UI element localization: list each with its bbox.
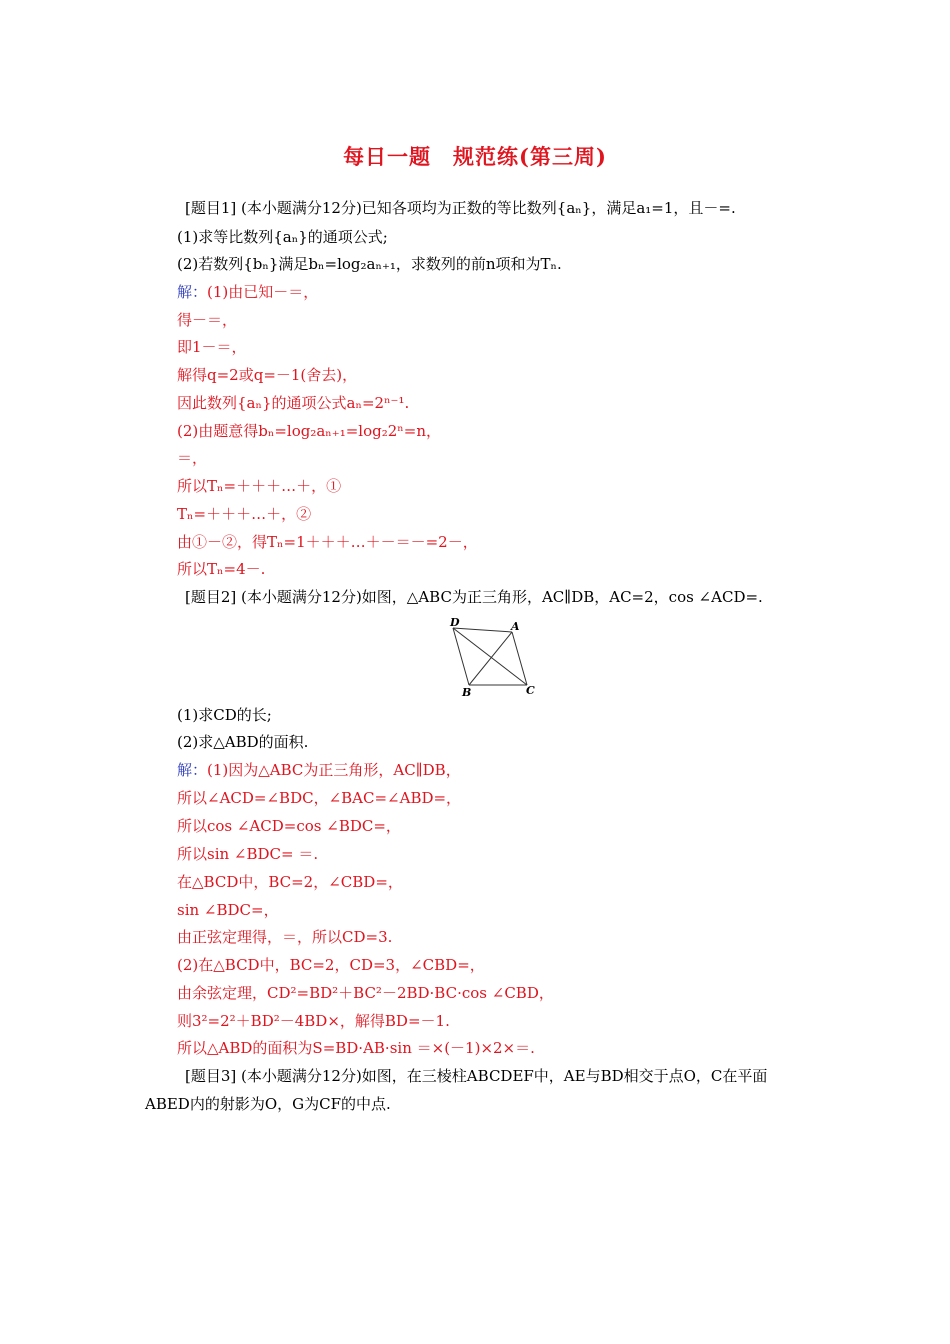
problem1-solution-line-10: 由①－②，得Tₙ=1＋＋＋…＋－＝－=2－， (177, 533, 478, 551)
problem1-solution-line-5: 因此数列{aₙ}的通项公式aₙ=2ⁿ⁻¹. (177, 394, 410, 412)
page-title: 每日一题 规范练(第三周) (343, 144, 607, 169)
problem2-statement: [题目2] (本小题满分12分)如图，△ABC为正三角形，AC∥DB，AC=2，cos ∠ACD=. (185, 588, 763, 606)
problem3-statement-line-1: [题目3] (本小题满分12分)如图，在三棱柱ABCDEF中，AE与BD相交于点O，C在平面 (185, 1067, 768, 1085)
label-c: C (526, 684, 535, 697)
problem3-statement-line-2: ABED内的射影为O，G为CF的中点. (145, 1095, 391, 1113)
problem2-part1: (1)求CD的长; (177, 706, 272, 724)
problem1-solution-line-2: 得－＝， (177, 311, 238, 329)
edge-bd (453, 628, 469, 685)
problem2-solution-line-7: 由正弦定理得，＝，所以CD=3. (177, 928, 393, 946)
problem2-solution-line-10: 则3²=2²＋BD²－4BD×，解得BD=－1. (177, 1012, 450, 1030)
problem1-part2: (2)若数列{bₙ}满足bₙ=log₂aₙ₊₁，求数列的前n项和为Tₙ. (177, 255, 562, 273)
problem2-solution-line-11: 所以△ABD的面积为S=BD·AB·sin ＝×(－1)×2×＝. (177, 1039, 535, 1057)
problem1-solution-line-11: 所以Tₙ=4－. (177, 560, 266, 578)
problem2-solution-line-6: sin ∠BDC=， (177, 901, 279, 919)
problem2-solution-line-2: 所以∠ACD=∠BDC，∠BAC=∠ABD=， (177, 789, 462, 807)
label-a: A (511, 620, 520, 633)
problem2-solution-line-3: 所以cos ∠ACD=cos ∠BDC=， (177, 817, 401, 835)
problem1-solution-line-4: 解得q=2或q=－1(舍去)， (177, 366, 358, 384)
problem2-solution-line-5: 在△BCD中，BC=2，∠CBD=， (177, 873, 403, 891)
problem2-solution-line-9: 由余弦定理，CD²=BD²＋BC²－2BD·BC·cos ∠CBD， (177, 984, 554, 1002)
problem1-solution-line-7: ＝， (177, 449, 208, 467)
problem2-solution-line-4: 所以sin ∠BDC= ＝. (177, 845, 319, 863)
solution-label: 解： (177, 761, 208, 779)
rhombus-figure (440, 617, 550, 699)
problem1-solution-line-3: 即1－＝， (177, 338, 247, 356)
problem2-solution-line-8: (2)在△BCD中，BC=2，CD=3，∠CBD=， (177, 956, 485, 974)
problem1-solution-line-1 (177, 282, 318, 302)
problem1-solution-line-6: (2)由题意得bₙ=log₂aₙ₊₁=log₂2ⁿ=n， (177, 422, 441, 440)
problem2-part2: (2)求△ABD的面积. (177, 733, 309, 751)
label-b: B (462, 686, 472, 699)
diagonal-dc (453, 628, 527, 685)
label-d: D (450, 617, 460, 629)
problem1-solution-line-9: Tₙ=＋＋＋…＋，② (177, 505, 312, 523)
diagonal-ab (469, 632, 512, 685)
problem2-solution-line-1 (177, 760, 461, 780)
edge-ac (512, 632, 527, 685)
solution-text: (1)因为△ABC为正三角形，AC∥DB， (207, 761, 461, 779)
edge-da (453, 628, 512, 632)
solution-label: 解： (177, 283, 208, 301)
problem1-solution-line-8: 所以Tₙ=＋＋＋…＋，① (177, 477, 342, 495)
solution-text: (1)由已知－＝， (207, 283, 319, 301)
problem1-part1: (1)求等比数列{aₙ}的通项公式; (177, 228, 388, 246)
problem1-statement: [题目1] (本小题满分12分)已知各项均为正数的等比数列{aₙ}，满足a₁=1，且－=. (185, 199, 736, 217)
